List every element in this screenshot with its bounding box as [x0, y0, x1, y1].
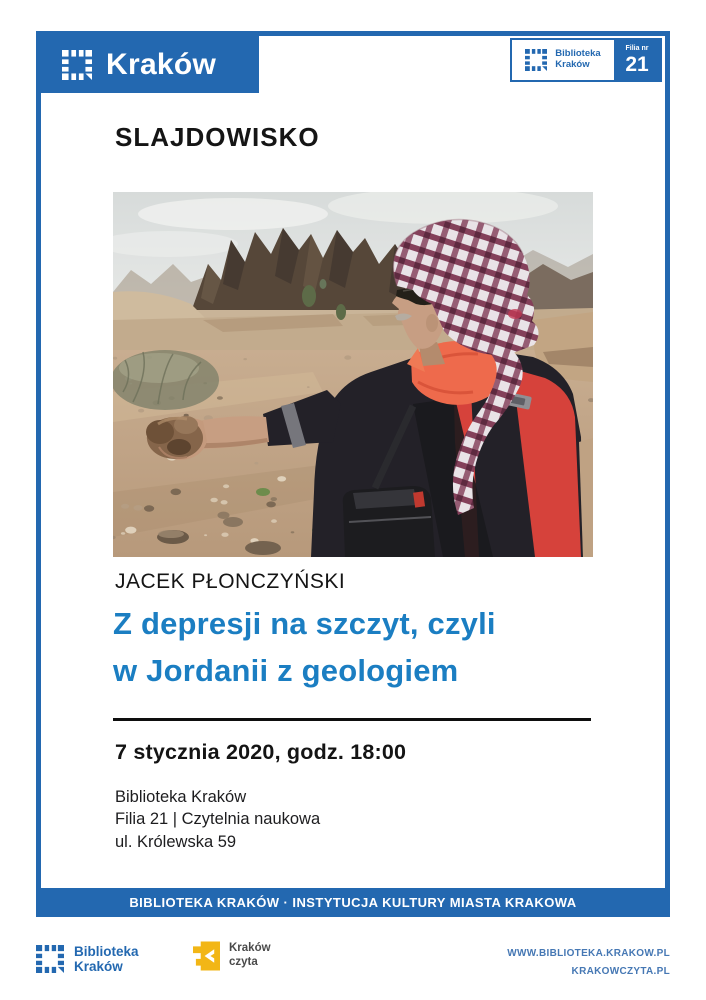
- venue-line3: ul. Królewska 59: [115, 832, 237, 851]
- krakow-city-logo-box: [36, 36, 259, 93]
- branch-number: 21: [625, 53, 649, 76]
- biblioteka-krakow-icon: [36, 945, 64, 973]
- footer-urls: [507, 945, 670, 980]
- footer-czyta-text: [229, 942, 271, 970]
- badge-library-line2: Kraków: [555, 59, 590, 70]
- footer-biblioteka-line1: Biblioteka: [74, 944, 139, 959]
- badge-library-line1: Biblioteka: [555, 48, 601, 60]
- event-photo: [113, 192, 593, 557]
- branch-label: Filia nr: [625, 45, 649, 52]
- footer-czyta-line2: czyta: [229, 956, 258, 968]
- footer-krakow-czyta-logo: [193, 941, 271, 971]
- institution-banner-text: BIBLIOTEKA KRAKÓW · INSTYTUCJA KULTURY MIASTA KRAKOWA: [129, 895, 577, 910]
- badge-branch-number: [614, 40, 660, 80]
- venue-line2: Filia 21 | Czytelnia naukowa: [115, 810, 321, 829]
- krakow-logo-text: Kraków: [106, 47, 217, 81]
- event-title-line2: w Jordanii z geologiem: [113, 653, 459, 688]
- desert-geologist-illustration: [113, 192, 593, 557]
- footer-url-czyta: KRAKOWCZYTA.PL: [571, 965, 670, 977]
- speaker-name: JACEK PŁONCZYŃSKI: [115, 570, 346, 593]
- event-datetime: 7 stycznia 2020, godz. 18:00: [115, 740, 407, 764]
- biblioteka-krakow-icon: [525, 49, 547, 71]
- krakow-czyta-icon: [193, 941, 220, 971]
- series-label: SLAJDOWISKO: [115, 122, 320, 152]
- venue-line1: Biblioteka Kraków: [115, 788, 247, 806]
- event-title: [113, 600, 496, 694]
- venue-block: [115, 786, 320, 853]
- footer-biblioteka-text: [74, 944, 139, 974]
- badge-library: [512, 40, 614, 80]
- footer-czyta-line1: Kraków: [229, 942, 271, 955]
- krakow-tiles-icon: [62, 50, 92, 80]
- footer-biblioteka-logo: [36, 944, 139, 974]
- footer-url-biblioteka: WWW.BIBLIOTEKA.KRAKOW.PL: [507, 948, 670, 959]
- badge-library-name: [555, 49, 600, 71]
- institution-banner: [36, 888, 670, 917]
- event-title-line1: Z depresji na szczyt, czyli: [113, 606, 496, 641]
- divider-rule: [113, 718, 591, 721]
- library-branch-badge: [510, 38, 662, 82]
- footer-biblioteka-line2: Kraków: [74, 959, 123, 975]
